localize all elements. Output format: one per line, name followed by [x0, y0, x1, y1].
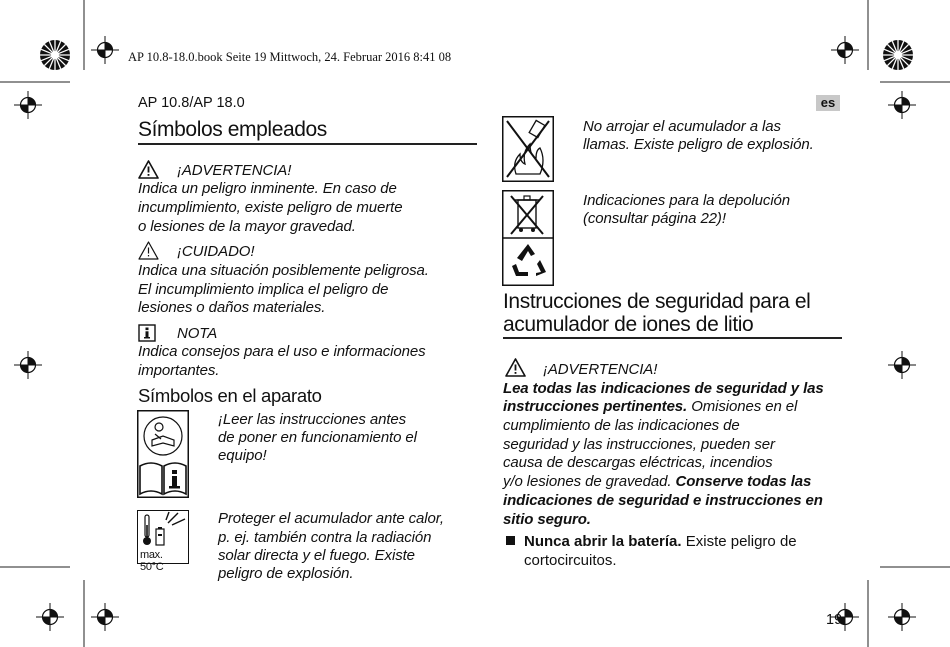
safety-para-2	[503, 398, 797, 417]
protect-heat-text-4: peligro de explosión.	[218, 565, 354, 582]
warning-text-2: incumplimiento, existe peligro de muerte	[138, 199, 403, 216]
warning-triangle-icon	[505, 358, 526, 377]
protect-heat-text-3: solar directa y el fuego. Existe	[218, 547, 415, 564]
print-info-header: AP 10.8-18.0.book Seite 19 Mittwoch, 24. Februar 2016 8:41 08	[128, 50, 452, 64]
safety-para-4: seguridad y las instrucciones, pueden ser	[503, 436, 775, 453]
title-rule	[138, 143, 477, 145]
caution-triangle-icon	[138, 241, 159, 260]
safety-warning-label: ¡ADVERTENCIA!	[543, 361, 658, 378]
caution-label: ¡CUIDADO!	[177, 243, 255, 260]
caution-text-3: lesiones o daños materiales.	[138, 299, 326, 316]
bullet-rest: Existe peligro de	[681, 533, 797, 550]
read-manual-icon	[137, 410, 189, 498]
safety-para-6-rest: y/o lesiones de gravedad.	[503, 473, 676, 490]
disposal-text-2: (consultar página 22)!	[583, 210, 726, 227]
protect-heat-text-2: p. ej. también contra la radiación	[218, 529, 432, 546]
bullet-line-2: cortocircuitos.	[524, 552, 617, 569]
read-manual-text-3: equipo!	[218, 447, 267, 464]
bullet-square	[506, 536, 515, 545]
disposal-icons	[502, 190, 554, 286]
no-fire-text-2: llamas. Existe peligro de explosión.	[583, 136, 814, 153]
safety-para-1: Lea todas las indicaciones de seguridad y las	[503, 380, 824, 397]
model-label: AP 10.8/AP 18.0	[138, 95, 245, 111]
warning-label: ¡ADVERTENCIA!	[177, 162, 292, 179]
safety-para-5: causa de descargas eléctricas, incendios	[503, 454, 773, 471]
note-text-2: importantes.	[138, 362, 220, 379]
caution-text-2: El incumplimiento implica el peligro de	[138, 281, 389, 298]
protect-heat-text-1: Proteger el acumulador ante calor,	[218, 510, 444, 527]
max-temperature-label: max. 50°C	[140, 549, 164, 573]
section-title-symbols: Símbolos empleados	[138, 118, 327, 141]
read-manual-text-1: ¡Leer las instrucciones antes	[218, 411, 407, 428]
safety-para-6	[503, 473, 811, 492]
warning-text-1: Indica un peligro inminente. En caso de	[138, 180, 397, 197]
note-text-1: Indica consejos para el uso e informaciones	[138, 343, 426, 360]
language-badge: es	[816, 95, 840, 111]
warning-text-3: o lesiones de la mayor gravedad.	[138, 218, 356, 235]
max-temperature-icon	[137, 510, 189, 573]
disposal-text-1: Indicaciones para la depolución	[583, 192, 791, 209]
bullet-line-1	[524, 532, 797, 551]
page-number: 19	[826, 612, 843, 628]
safety-title-line-1: Instrucciones de seguridad para el	[503, 290, 811, 313]
device-symbols-title: Símbolos en el aparato	[138, 385, 322, 406]
thermometer-battery-icon	[138, 511, 188, 551]
safety-para-8: sitio seguro.	[503, 511, 591, 528]
safety-para-7: indicaciones de seguridad e instrucciones en	[503, 492, 823, 509]
info-icon	[138, 324, 156, 342]
warning-triangle-icon	[138, 160, 159, 179]
read-manual-text-2: de poner en funcionamiento el	[218, 429, 417, 446]
no-fire-text-1: No arrojar el acumulador a las	[583, 118, 781, 135]
note-label: NOTA	[177, 325, 218, 342]
no-fire-icon	[502, 116, 554, 182]
safety-para-2-bold: instrucciones pertinentes.	[503, 398, 688, 415]
safety-title-rule	[503, 337, 842, 339]
safety-title-line-2: acumulador de iones de litio	[503, 313, 754, 336]
safety-para-6-bold: Conserve todas las	[675, 473, 812, 490]
safety-para-2-rest: Omisiones en el	[687, 398, 798, 415]
safety-para-3: cumplimiento de las indicaciones de	[503, 417, 740, 434]
bullet-bold: Nunca abrir la batería.	[524, 533, 682, 550]
caution-text-1: Indica una situación posiblemente peligrosa.	[138, 262, 429, 279]
